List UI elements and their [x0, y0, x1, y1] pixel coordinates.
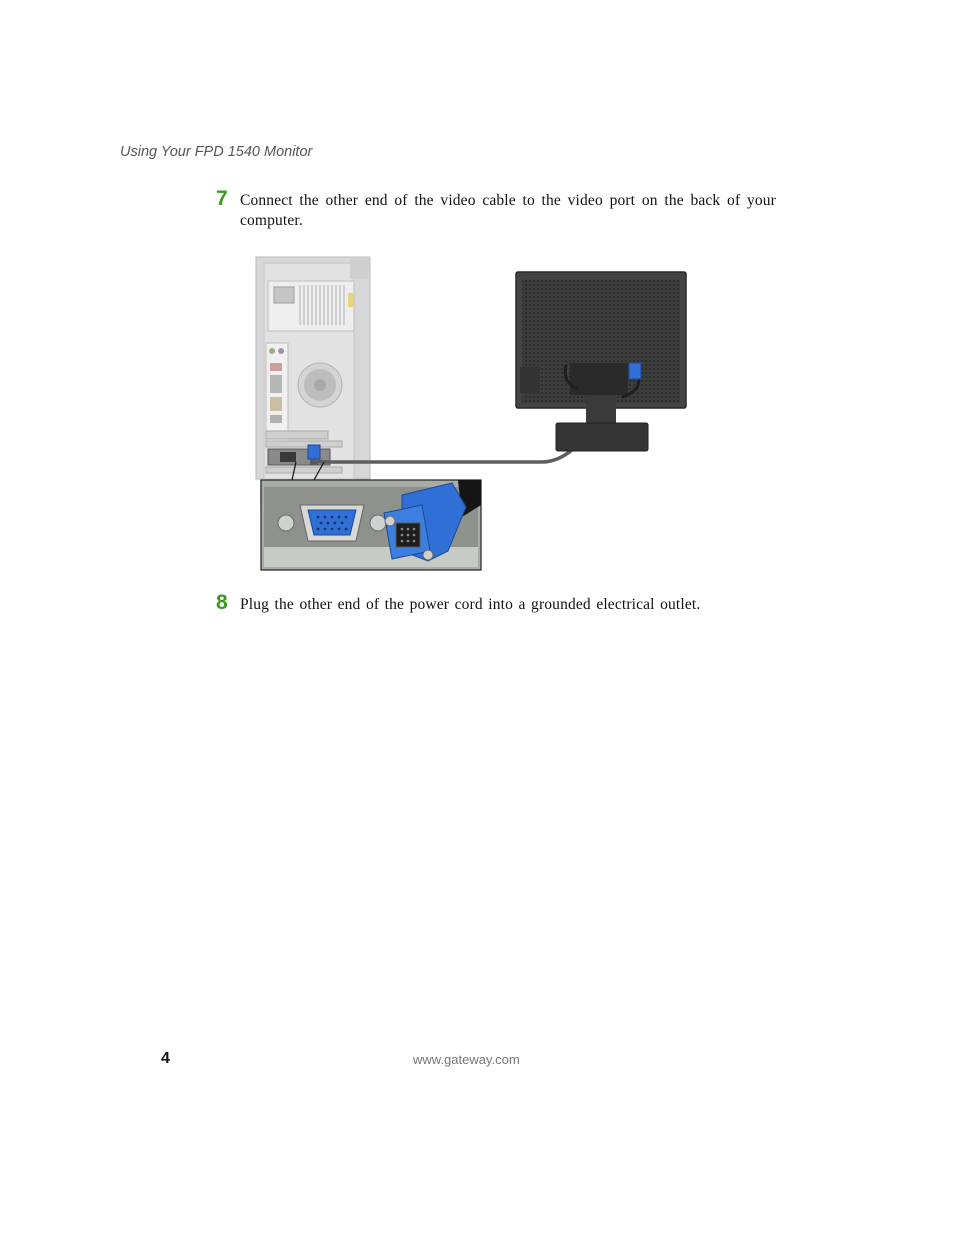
- step-text: Connect the other end of the video cable to the video port on the back of your computer.: [240, 192, 776, 229]
- step-number: 8: [216, 591, 228, 614]
- connection-illustration: [252, 255, 692, 575]
- footer-url: www.gateway.com: [413, 1052, 520, 1067]
- step-text: Plug the other end of the power cord into a grounded electrical outlet.: [240, 596, 701, 613]
- monitor-rear: [516, 272, 686, 451]
- step-7: [216, 187, 776, 231]
- page-number: 4: [161, 1050, 170, 1067]
- step-number: 7: [216, 187, 228, 210]
- vga-port-closeup: [261, 480, 481, 570]
- step-8: [216, 591, 776, 615]
- running-header: Using Your FPD 1540 Monitor: [120, 144, 313, 160]
- computer-case-rear: [256, 257, 370, 509]
